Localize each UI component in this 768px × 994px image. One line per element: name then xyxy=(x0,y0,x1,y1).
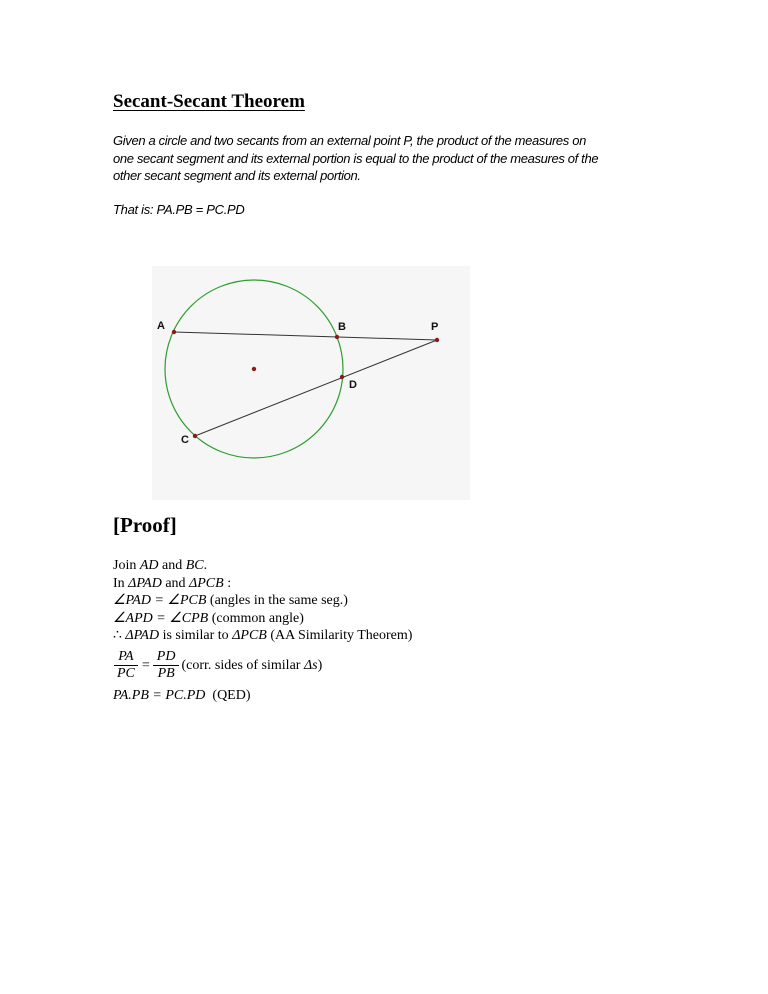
math-triangle-pcb: ΔPCB xyxy=(189,575,224,591)
secant-ab-p xyxy=(174,332,437,340)
fraction-pd-pb xyxy=(153,649,180,682)
proof-line-3 xyxy=(113,592,613,610)
label-a: A xyxy=(157,320,165,332)
math-triangle-pcb: ΔPCB xyxy=(232,628,267,644)
fraction-numerator: PA xyxy=(114,649,137,666)
proof-line-2 xyxy=(113,575,613,593)
proof-text: ) xyxy=(317,658,323,674)
proof-reason xyxy=(181,657,322,675)
secant-diagram xyxy=(152,266,470,500)
math-angle-equality: ∠PAD = ∠PCB xyxy=(113,593,207,609)
fraction-denominator: PC xyxy=(117,666,135,682)
math-triangle-pad: ΔPAD xyxy=(128,575,162,591)
label-c: C xyxy=(181,434,189,446)
proof-line-ratio xyxy=(113,647,613,685)
proof-reason: (common angle) xyxy=(208,610,304,626)
proof-line-4 xyxy=(113,610,613,628)
fraction-denominator: PB xyxy=(157,666,175,682)
circle-center xyxy=(252,367,256,371)
theorem-line-2: one secant segment and its external portion is equal to the product of the measures of the xyxy=(113,150,599,166)
label-b: B xyxy=(338,321,346,333)
proof-text: is similar to xyxy=(159,628,233,644)
math-segment-bc: BC xyxy=(185,558,204,573)
theorem-formula: That is: PA.PB = PC.PD xyxy=(113,202,245,217)
proof-text: . xyxy=(203,558,208,573)
secant-cd-p xyxy=(195,340,437,436)
proof-text: (corr. sides of similar xyxy=(181,658,304,674)
math-conclusion: PA.PB = PC.PD xyxy=(113,687,206,703)
point-b xyxy=(335,335,339,339)
math-segment-ad: AD xyxy=(139,558,159,573)
equals-sign: = xyxy=(141,658,150,674)
proof-body xyxy=(113,557,613,705)
fraction-pa-pc xyxy=(113,649,139,682)
point-a xyxy=(172,330,176,334)
proof-reason: (angles in the same seg.) xyxy=(206,593,348,609)
math-triangles: Δs xyxy=(303,658,318,674)
point-d xyxy=(340,375,344,379)
proof-text: Join xyxy=(113,558,140,573)
theorem-line-1: Given a circle and two secants from an external point P, the product of the measures on xyxy=(113,133,586,148)
theorem-line-3: other secant segment and its external portion. xyxy=(113,168,361,183)
page-title: Secant-Secant Theorem xyxy=(113,91,305,112)
proof-reason: (AA Similarity Theorem) xyxy=(266,628,413,644)
proof-line-5 xyxy=(113,627,613,645)
therefore-symbol: ∴ xyxy=(113,628,126,644)
qed-label: (QED) xyxy=(205,687,251,703)
label-p: P xyxy=(431,321,439,333)
proof-heading: [Proof] xyxy=(113,513,177,537)
point-c xyxy=(193,434,197,438)
proof-text: : xyxy=(223,575,232,591)
proof-text: In xyxy=(113,575,129,591)
proof-text: and xyxy=(161,575,190,591)
math-angle-equality: ∠APD = ∠CPB xyxy=(113,610,209,626)
point-p xyxy=(435,338,439,342)
math-triangle-pad: ΔPAD xyxy=(125,628,160,644)
proof-line-7 xyxy=(113,687,613,705)
label-d: D xyxy=(349,379,357,391)
diagram-svg xyxy=(152,266,470,500)
proof-text: and xyxy=(158,558,186,573)
proof-line-1 xyxy=(113,557,613,575)
theorem-statement xyxy=(113,132,673,185)
fraction-numerator: PD xyxy=(153,649,180,666)
